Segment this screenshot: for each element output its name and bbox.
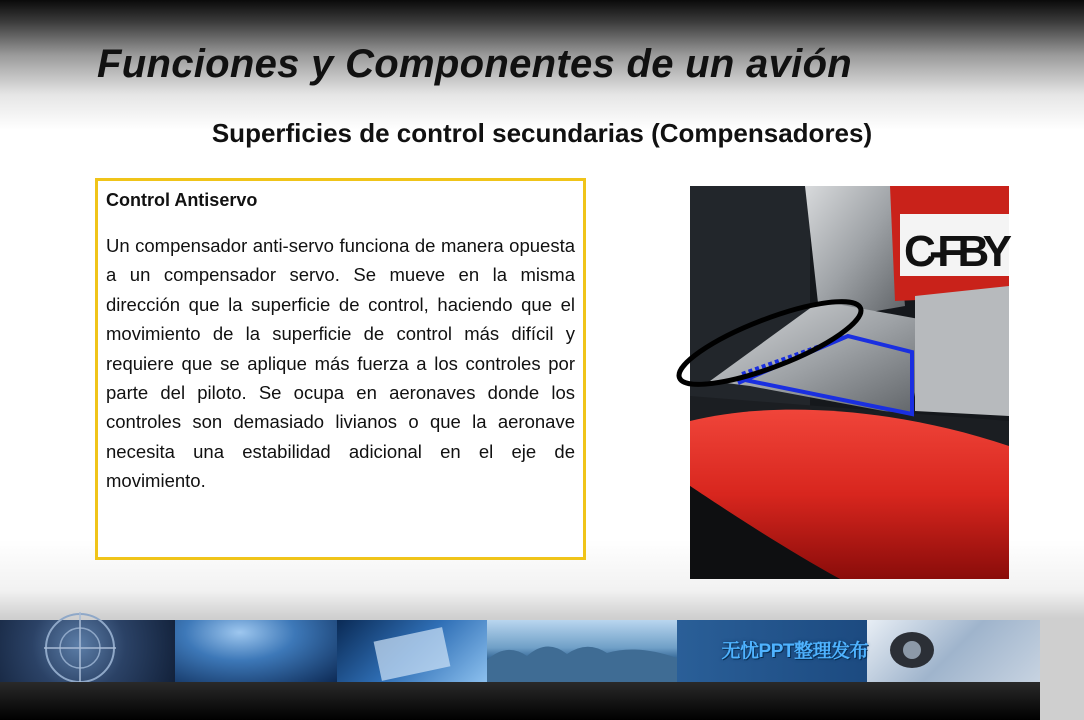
rear-fuselage <box>915 286 1009 416</box>
landscape-thumbnail <box>487 620 677 682</box>
description-box <box>95 178 586 560</box>
slide-title: Funciones y Componentes de un avión <box>97 42 853 86</box>
footer-bar <box>0 682 1040 720</box>
slide-subtitle: Superficies de control secundarias (Compensadores) <box>211 118 873 148</box>
description-body: Un compensador anti-servo funciona de manera opuesta a un compensador servo. Se mueve en la misma dirección que la superficie de control, haciendo que el movimiento de la superficie de control más difícil y requiere que se aplique más fuerza a los controles por parte del piloto. Se ocupa en aeronaves donde los controles son demasiado livianos o que la aeronave necesita una estabilidad adicional en el eje de movimiento. <box>106 235 575 492</box>
tech-thumbnail <box>337 620 487 682</box>
compass-thumbnail <box>0 620 175 682</box>
earth-thumbnail <box>175 620 337 682</box>
description-heading: Control Antiservo <box>106 190 258 210</box>
tab-highlight-ellipse <box>675 298 875 388</box>
footer-watermark: 无忧PPT整理发布 <box>721 641 868 662</box>
registration-text: C-FBY <box>904 227 1012 276</box>
footer-image-strip <box>0 620 1040 682</box>
camera-thumbnail <box>867 620 1040 682</box>
